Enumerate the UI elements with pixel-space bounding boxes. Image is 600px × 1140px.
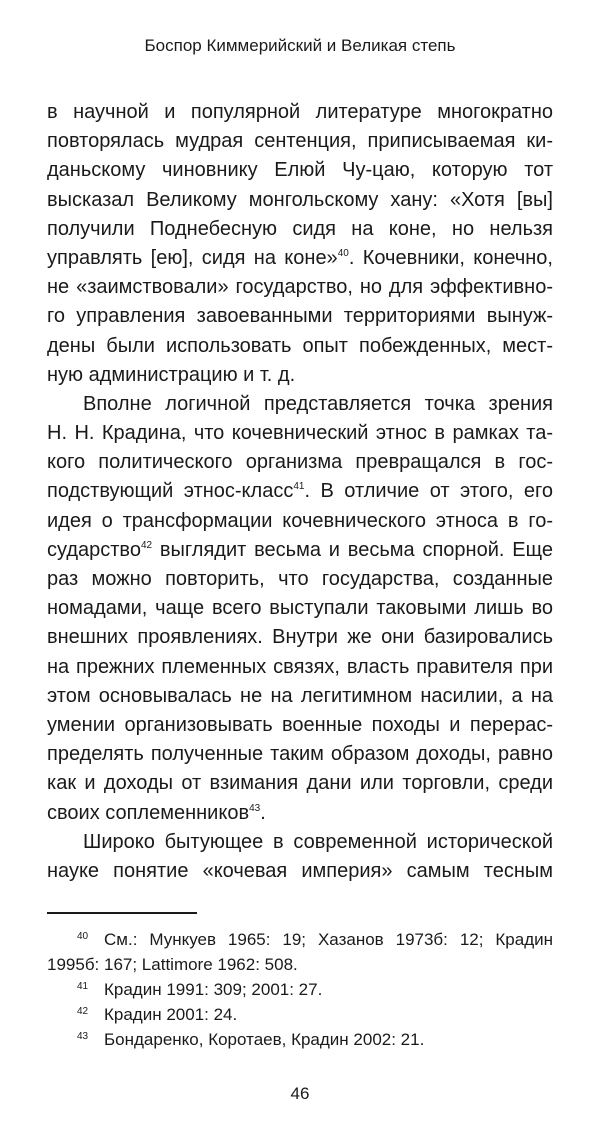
- text-segment: раз можно повторить, что государства, созданные: [47, 568, 553, 590]
- text-line: [47, 127, 553, 156]
- footnote: 41 Крадин 1991: 309; 2001: 27.: [77, 980, 323, 999]
- text-line: [47, 244, 553, 273]
- text-segment: своих соплеменников: [47, 801, 250, 824]
- text-line: [47, 332, 553, 361]
- text-segment: Н. Н. Крадина, что кочевнический этнос в рамках та-: [47, 422, 553, 445]
- text-segment: го управления завоеванными территориями вынуж-: [47, 305, 553, 328]
- text-line: [47, 769, 553, 798]
- text-line: [47, 594, 553, 623]
- footnote-separator: [47, 912, 197, 914]
- text-line: [47, 419, 553, 448]
- text-line: [47, 623, 553, 652]
- text-line: [47, 477, 553, 506]
- text-line: [47, 536, 553, 565]
- text-line: [47, 828, 553, 857]
- text-line: [47, 740, 553, 769]
- text-segment: получили Поднебесную сидя на коне, но нельзя: [47, 217, 553, 240]
- text-segment: кого политического организма превращался в гос-: [47, 451, 553, 474]
- footnote-ref[interactable]: 43: [249, 802, 261, 814]
- text-segment: не «заимствовали» государство, но для эффективно-: [47, 276, 553, 299]
- text-segment: выглядит весьма и весьма спорной. Еще: [152, 538, 553, 561]
- footnote: 43 Бондаренко, Коротаев, Крадин 2002: 21.: [77, 1030, 425, 1049]
- text-segment: этом основывалась не на легитимном насилии, а на: [47, 684, 553, 707]
- text-segment: .: [260, 801, 266, 824]
- text-line: [47, 682, 553, 711]
- text-segment: внешних проявлениях. Внутри же они базировались: [47, 626, 553, 649]
- footnote-text: Крадин 1991: 309; 2001: 27.: [104, 980, 323, 999]
- text-segment: пределять полученные таким образом доходы, равно: [47, 743, 553, 766]
- footnote-text: Бондаренко, Коротаев, Крадин 2002: 21.: [104, 1030, 425, 1049]
- text-line: [47, 653, 553, 682]
- footnote-ref[interactable]: 40: [337, 247, 349, 259]
- text-segment: управлять [ею], сидя на коне»: [47, 246, 338, 269]
- footnote: 40 См.: Мункуев 1965: 19; Хазанов 1973б: 12; Крадин: [77, 930, 553, 949]
- text-line: [47, 361, 553, 390]
- footnote-continuation: 1995б: 167; Lattimore 1962: 508.: [47, 955, 298, 974]
- text-line: [47, 302, 553, 331]
- text-segment: даньскому чиновнику Елюй Чу-цаю, которую тот: [47, 159, 553, 182]
- text-segment: умении организовывать военные походы и перерас-: [47, 713, 553, 736]
- text-segment: . В отличие от этого, его: [304, 480, 553, 503]
- text-segment: дены были использовать опыт побежденных, мест-: [47, 334, 553, 357]
- text-segment: ную администрацию и т. д.: [47, 363, 296, 386]
- footnote-ref[interactable]: 42: [140, 539, 153, 551]
- text-line: [47, 156, 553, 185]
- text-segment: высказал Великому монгольскому хану: «Хотя [вы]: [47, 188, 553, 211]
- text-segment: как и доходы от взимания дани или торговли, среди: [47, 772, 553, 795]
- main-text: [47, 98, 553, 886]
- text-line: [47, 215, 553, 244]
- text-segment: Широко бытующее в современной исторической: [83, 830, 553, 853]
- text-segment: повторялась мудрая сентенция, приписываемая ки-: [47, 130, 553, 153]
- text-line: [47, 448, 553, 477]
- text-line: [47, 799, 553, 828]
- text-line: [47, 507, 553, 536]
- text-segment: идея о трансформации кочевнического этноса в го-: [47, 509, 553, 532]
- footnote-ref[interactable]: 41: [293, 481, 305, 493]
- text-line: [47, 186, 553, 215]
- text-segment: подствующий этнос-класс: [47, 480, 294, 503]
- text-line: [47, 857, 553, 886]
- text-line: [47, 273, 553, 302]
- text-line: [47, 711, 553, 740]
- footnote-text: Крадин 2001: 24.: [104, 1005, 238, 1024]
- footnotes: [47, 927, 553, 1052]
- text-segment: в научной и популярной литературе многократно: [47, 101, 553, 123]
- text-segment: номадами, чаще всего выступали таковыми лишь во: [47, 597, 553, 620]
- text-line: [47, 98, 553, 127]
- text-segment: сударство: [47, 538, 141, 561]
- text-segment: на прежних племенных связях, власть правителя при: [47, 655, 553, 678]
- text-segment: Вполне логичной представляется точка зрения: [83, 392, 553, 415]
- footnote-text: См.: Мункуев 1965: 19; Хазанов 1973б: 12; Крадин: [104, 930, 553, 949]
- text-segment: науке понятие «кочевая империя» самым тесным: [47, 859, 553, 882]
- page-number: 46: [290, 1084, 310, 1103]
- text-segment: . Кочевники, конечно,: [348, 246, 553, 269]
- text-line: [47, 390, 553, 419]
- running-header: Боспор Киммерийский и Великая степь: [144, 36, 456, 55]
- footnote: 42 Крадин 2001: 24.: [77, 1005, 238, 1024]
- text-line: [47, 565, 553, 594]
